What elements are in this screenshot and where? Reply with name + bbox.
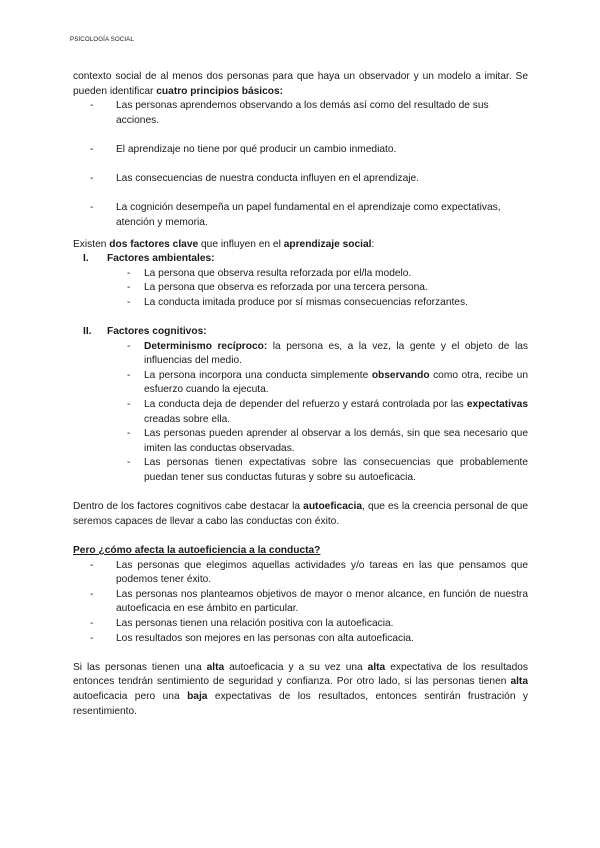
- question-heading: [73, 544, 528, 559]
- text: Si las personas tienen una: [73, 661, 207, 673]
- text: autoeficacia y a su vez una: [224, 661, 368, 673]
- text: que influyen en el: [198, 238, 284, 250]
- list-item: - Las personas tienen una relación positiva con la autoeficacia.: [73, 617, 528, 632]
- autoeficacia-paragraph: [73, 500, 528, 529]
- bold-text: alta: [206, 661, 225, 673]
- factor-cognitivos: [73, 325, 528, 486]
- roman-numeral: II.: [83, 326, 92, 338]
- list-item: [107, 340, 528, 369]
- text: creadas sobre ella.: [144, 413, 231, 425]
- factor-items: [107, 267, 528, 311]
- list-item: [107, 369, 528, 398]
- factors-intro: [73, 238, 528, 253]
- text: :: [371, 238, 375, 250]
- list-item: [107, 398, 528, 427]
- text: La conducta deja de depender del refuerzo y estará controlada por las: [144, 399, 467, 411]
- list-item: - Las consecuencias de nuestra conducta influyen en el aprendizaje.: [73, 172, 528, 187]
- factor-title: Factores cognitivos:: [107, 326, 207, 338]
- bold-text: autoeficacia: [303, 501, 363, 513]
- list-item: - Los resultados son mejores en las personas con alta autoeficacia.: [73, 632, 528, 647]
- factor-ambientales: [73, 252, 528, 310]
- factors-list: [73, 252, 528, 486]
- text: Dentro de los factores cognitivos cabe destacar la: [73, 501, 304, 513]
- bold-text: observando: [371, 369, 430, 381]
- intro-paragraph: [73, 70, 528, 99]
- text: autoeficacia pero una: [73, 690, 188, 702]
- bold-text: aprendizaje social: [283, 238, 372, 250]
- page-body: [73, 70, 528, 719]
- list-item: - La cognición desempeña un papel fundamental en el aprendizaje como expectativas, atención y memoria.: [73, 201, 528, 230]
- factor-items: [107, 340, 528, 486]
- list-item: - Las personas pueden aprender al observar a los demás, sin que sea necesario que imiten las conductas observadas.: [107, 427, 528, 456]
- roman-numeral: I.: [83, 253, 89, 265]
- bold-text: baja: [187, 690, 208, 702]
- list-item: - La persona que observa es reforzada por una tercera persona.: [107, 281, 528, 296]
- list-item: - Las personas que elegimos aquellas actividades y/o tareas en las que pensamos que podemos tener éxito.: [73, 559, 528, 588]
- text: la persona es, a la vez, la gente y el objeto de las influencias del medio.: [144, 340, 528, 367]
- bold-text: alta: [367, 661, 386, 673]
- text: como otra, recibe un esfuerzo cuando la ejecuta.: [144, 369, 528, 396]
- intro-text: contexto social de al menos dos personas para que haya un observador y un modelo a imitar. Se pueden identificar: [73, 71, 528, 97]
- text: , que es la creencia personal de que seremos capaces de llevar a cabo las conductas con éxito.: [73, 501, 528, 527]
- text: expectativa de los resultados entonces tendrán sentimiento de seguridad y confianza. Por otro lado, si las personas tienen: [73, 661, 528, 688]
- bold-text: Determinismo recíproco:: [144, 340, 268, 352]
- bold-text: dos factores clave: [109, 238, 199, 250]
- effects-list: [73, 559, 528, 647]
- page-header: PSICOLOGÍA SOCIAL: [70, 36, 134, 43]
- list-item: - La persona que observa resulta reforzada por el/la modelo.: [107, 267, 528, 282]
- text: La persona incorpora una conducta simplemente: [144, 369, 372, 381]
- list-item: - Las personas tienen expectativas sobre las consecuencias que probablemente puedan tener sus conductas futuras y sobre su autoeficacia.: [107, 456, 528, 485]
- intro-bold: cuatro principios básicos:: [156, 85, 284, 97]
- list-item: - La conducta imitada produce por sí mismas consecuencias reforzantes.: [107, 296, 528, 311]
- text: Existen: [73, 238, 110, 250]
- underlined-heading: Pero ¿cómo afecta la autoeficiencia a la conducta?: [73, 545, 321, 556]
- factor-title: Factores ambientales:: [107, 253, 215, 265]
- list-item: - Las personas nos planteamos objetivos de mayor o menor alcance, en función de nuestra autoeficacia en ese ámbito en particular.: [73, 588, 528, 617]
- list-item: - Las personas aprendemos observando a los demás así como del resultado de sus acciones.: [73, 99, 528, 128]
- principles-list: [73, 99, 528, 230]
- bold-text: expectativas: [466, 399, 528, 411]
- bold-text: alta: [510, 676, 528, 688]
- conclusion-paragraph: [73, 661, 528, 719]
- list-item: - El aprendizaje no tiene por qué producir un cambio inmediato.: [73, 143, 528, 158]
- text: expectativas de los resultados, entonces sentirán frustración y resentimiento.: [73, 690, 529, 717]
